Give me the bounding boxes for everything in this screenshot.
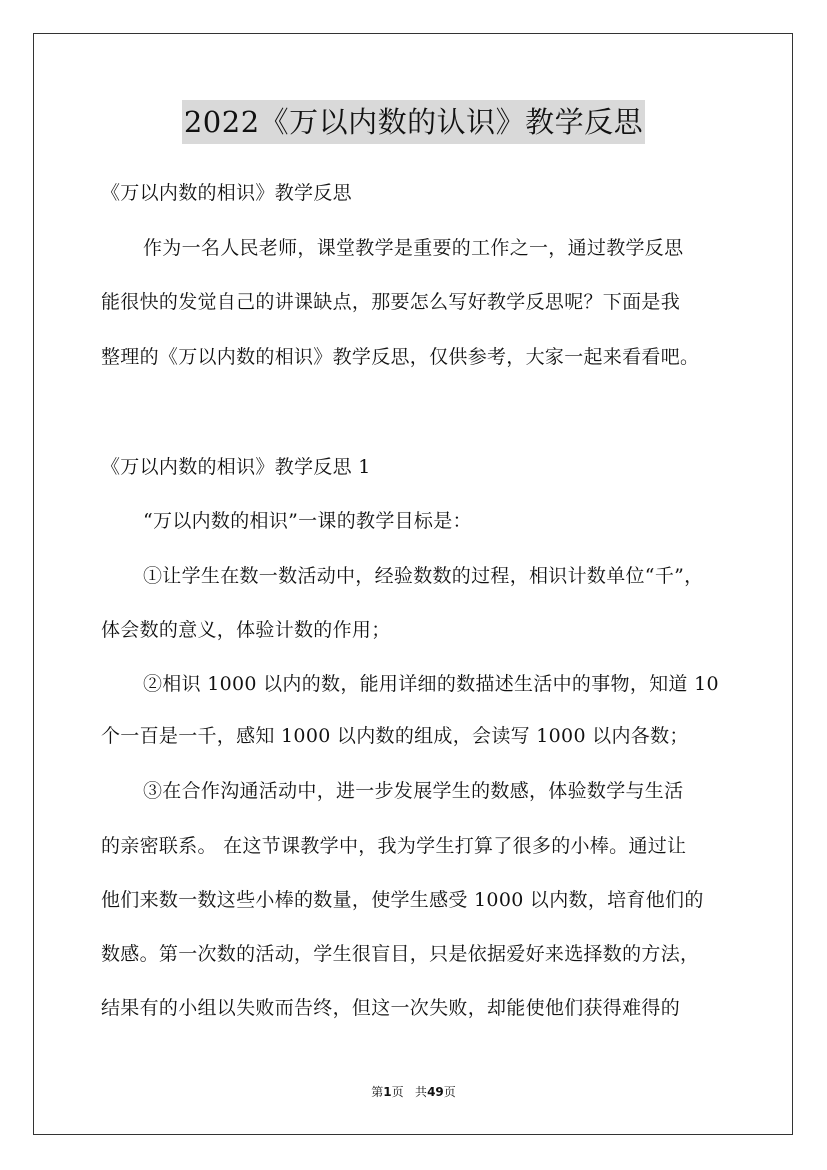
page-suffix: 页 xyxy=(391,1085,404,1099)
total-pages: 49 xyxy=(427,1085,444,1099)
body-line-7: 的亲密联系。 在这节课教学中，我为学生打算了很多的小棒。通过让 xyxy=(101,835,687,857)
body-line-5: 个一百是一千，感知 1000 以内数的组成，会读写 1000 以内各数； xyxy=(101,725,689,747)
intro-line-3: 整理的《万以内数的相识》教学反思，仅供参考，大家一起来看看吧。 xyxy=(101,346,700,368)
section-heading-1: 《万以内数的相识》教学反思 1 xyxy=(101,456,371,478)
page-prefix: 第 xyxy=(371,1085,384,1099)
page-number: 1 xyxy=(383,1085,392,1099)
document-title: 2022《万以内数的认识》教学反思 xyxy=(182,100,645,144)
body-line-4: ②相识 1000 以内的数，能用详细的数描述生活中的事物，知道 10 xyxy=(143,673,719,695)
body-line-8: 他们来数一数这些小棒的数量，使学生感受 1000 以内数，培育他们的 xyxy=(101,889,704,911)
document-title-block xyxy=(0,100,827,144)
body-line-1: “万以内数的相识”一课的教学目标是： xyxy=(143,510,472,532)
total-prefix: 共 xyxy=(415,1085,428,1099)
body-line-2: ①让学生在数一数活动中，经验数数的过程，相识计数单位“千”， xyxy=(143,565,704,587)
page-footer xyxy=(0,1084,827,1100)
total-suffix: 页 xyxy=(443,1085,456,1099)
body-line-9: 数感。第一次数的活动，学生很盲目，只是依据爱好来选择数的方法， xyxy=(101,943,700,965)
section-heading: 《万以内数的相识》教学反思 xyxy=(101,182,352,204)
body-line-10: 结果有的小组以失败而告终，但这一次失败，却能使他们获得难得的 xyxy=(101,997,681,1019)
intro-line-2: 能很快的发觉自己的讲课缺点，那要怎么写好教学反思呢？下面是我 xyxy=(101,291,681,313)
intro-line-1: 作为一名人民老师，课堂教学是重要的工作之一，通过教学反思 xyxy=(143,237,684,259)
body-line-3: 体会数的意义，体验计数的作用； xyxy=(101,619,391,641)
body-line-6: ③在合作沟通活动中，进一步发展学生的数感，体验数学与生活 xyxy=(143,780,684,802)
